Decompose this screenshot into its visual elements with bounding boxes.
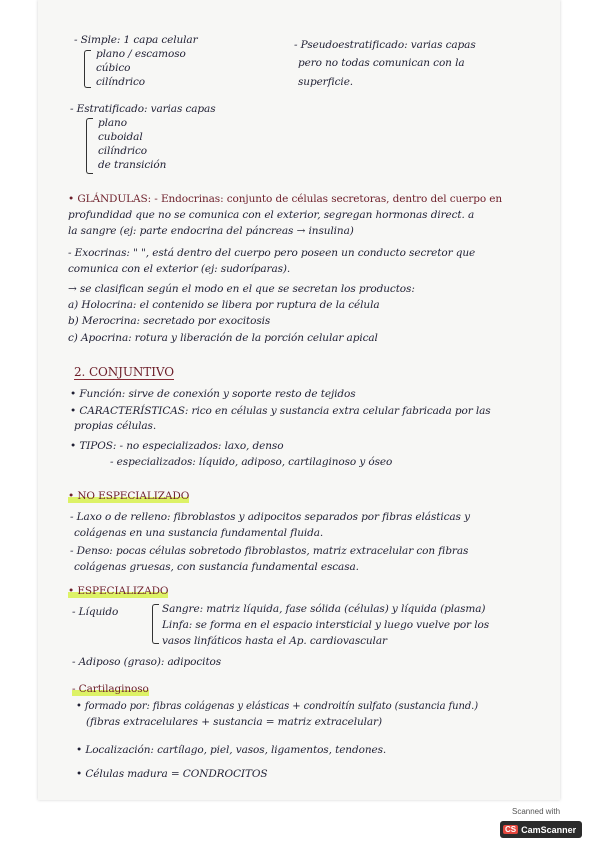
note-line: superficie. (298, 76, 354, 88)
camscanner-brand: CamScanner (521, 824, 577, 835)
brace (152, 604, 159, 644)
note-line: colágenas en una sustancia fundamental fluida. (74, 527, 324, 539)
scanned-with-label: Scanned with (512, 807, 561, 816)
note-line: - Exocrinas: " ", está dentro del cuerpo pero poseen un conducto secretor que (68, 247, 476, 259)
note-line: a) Holocrina: el contenido se libera por ruptura de la célula (68, 299, 380, 311)
heading-no-especializado: • NO ESPECIALIZADO (68, 490, 190, 502)
note-line: de transición (98, 159, 167, 171)
note-line: • Función: sirve de conexión y soporte resto de tejidos (70, 388, 356, 400)
note-line: comunica con el exterior (ej: sudoríparas). (68, 263, 291, 275)
note-line: Sangre: matriz líquida, fase sólida (células) y líquida (plasma) (162, 603, 486, 615)
note-line: profundidad que no se comunica con el exterior, segregan hormonas direct. a (68, 209, 475, 221)
note-line: - Denso: pocas células sobretodo fibroblastos, matriz extracelular con fibras (70, 545, 469, 557)
heading-glandulas: • GLÁNDULAS: - Endocrinas: conjunto de células secretoras, dentro del cuerpo en (68, 193, 503, 205)
cs-icon: CS (505, 825, 517, 834)
heading-cartilaginoso: - Cartilaginoso (72, 683, 149, 695)
note-line: cúbico (96, 62, 131, 74)
note-line: • Células madura = CONDROCITOS (76, 768, 268, 780)
note-pseudo: - Pseudoestratificado: varias capas (294, 39, 476, 51)
note-line: - Laxo o de relleno: fibroblastos y adipocitos separados por fibras elásticas y (70, 511, 470, 523)
heading-conjuntivo: 2. CONJUNTIVO (74, 365, 174, 379)
note-simple: - Simple: 1 capa celular (74, 34, 198, 46)
note-line: b) Merocrina: secretado por exocitosis (68, 315, 271, 327)
note-line: plano (98, 117, 127, 129)
note-line: → se clasifican según el modo en el que se secretan los productos: (68, 283, 415, 295)
note-line: • CARACTERÍSTICAS: rico en células y sustancia extra celular fabricada por las (70, 405, 491, 417)
note-line: (fibras extracelulares + sustancia = matriz extracelular) (86, 716, 382, 728)
note-line: • Localización: cartílago, piel, vasos, ligamentos, tendones. (76, 744, 387, 756)
camscanner-logo (500, 821, 582, 838)
note-line: plano / escamoso (96, 48, 186, 60)
note-estratificado: - Estratificado: varias capas (70, 103, 216, 115)
brace (86, 118, 93, 174)
note-line: • TIPOS: - no especializados: laxo, denso (70, 440, 284, 452)
note-line: cilíndrico (96, 76, 146, 88)
note-line: - especializados: líquido, adiposo, cartilaginoso y óseo (110, 456, 393, 468)
note-line: - Adiposo (graso): adipocitos (72, 656, 222, 668)
note-line: cuboidal (98, 131, 143, 143)
note-line: • formado por: fibras colágenas y elásticas + condroitín sulfato (sustancia fund.) (76, 701, 479, 712)
camscanner-watermark (498, 806, 586, 840)
notebook-page (38, 0, 560, 800)
note-line: cilíndrico (98, 145, 148, 157)
note-line: c) Apocrina: rotura y liberación de la porción celular apical (68, 332, 378, 344)
note-line: propias células. (74, 420, 157, 432)
note-line: la sangre (ej: parte endocrina del páncreas → insulina) (68, 225, 354, 237)
note-line: vasos linfáticos hasta el Ap. cardiovascular (162, 635, 387, 647)
note-line: colágenas gruesas, con sustancia fundamental escasa. (74, 561, 359, 573)
brace (84, 50, 91, 88)
note-line: pero no todas comunican con la (298, 57, 465, 69)
note-line: Linfa: se forma en el espacio intersticial y luego vuelve por los (162, 619, 489, 631)
heading-especializado: • ESPECIALIZADO (68, 585, 169, 597)
note-line: - Líquido (72, 606, 119, 618)
